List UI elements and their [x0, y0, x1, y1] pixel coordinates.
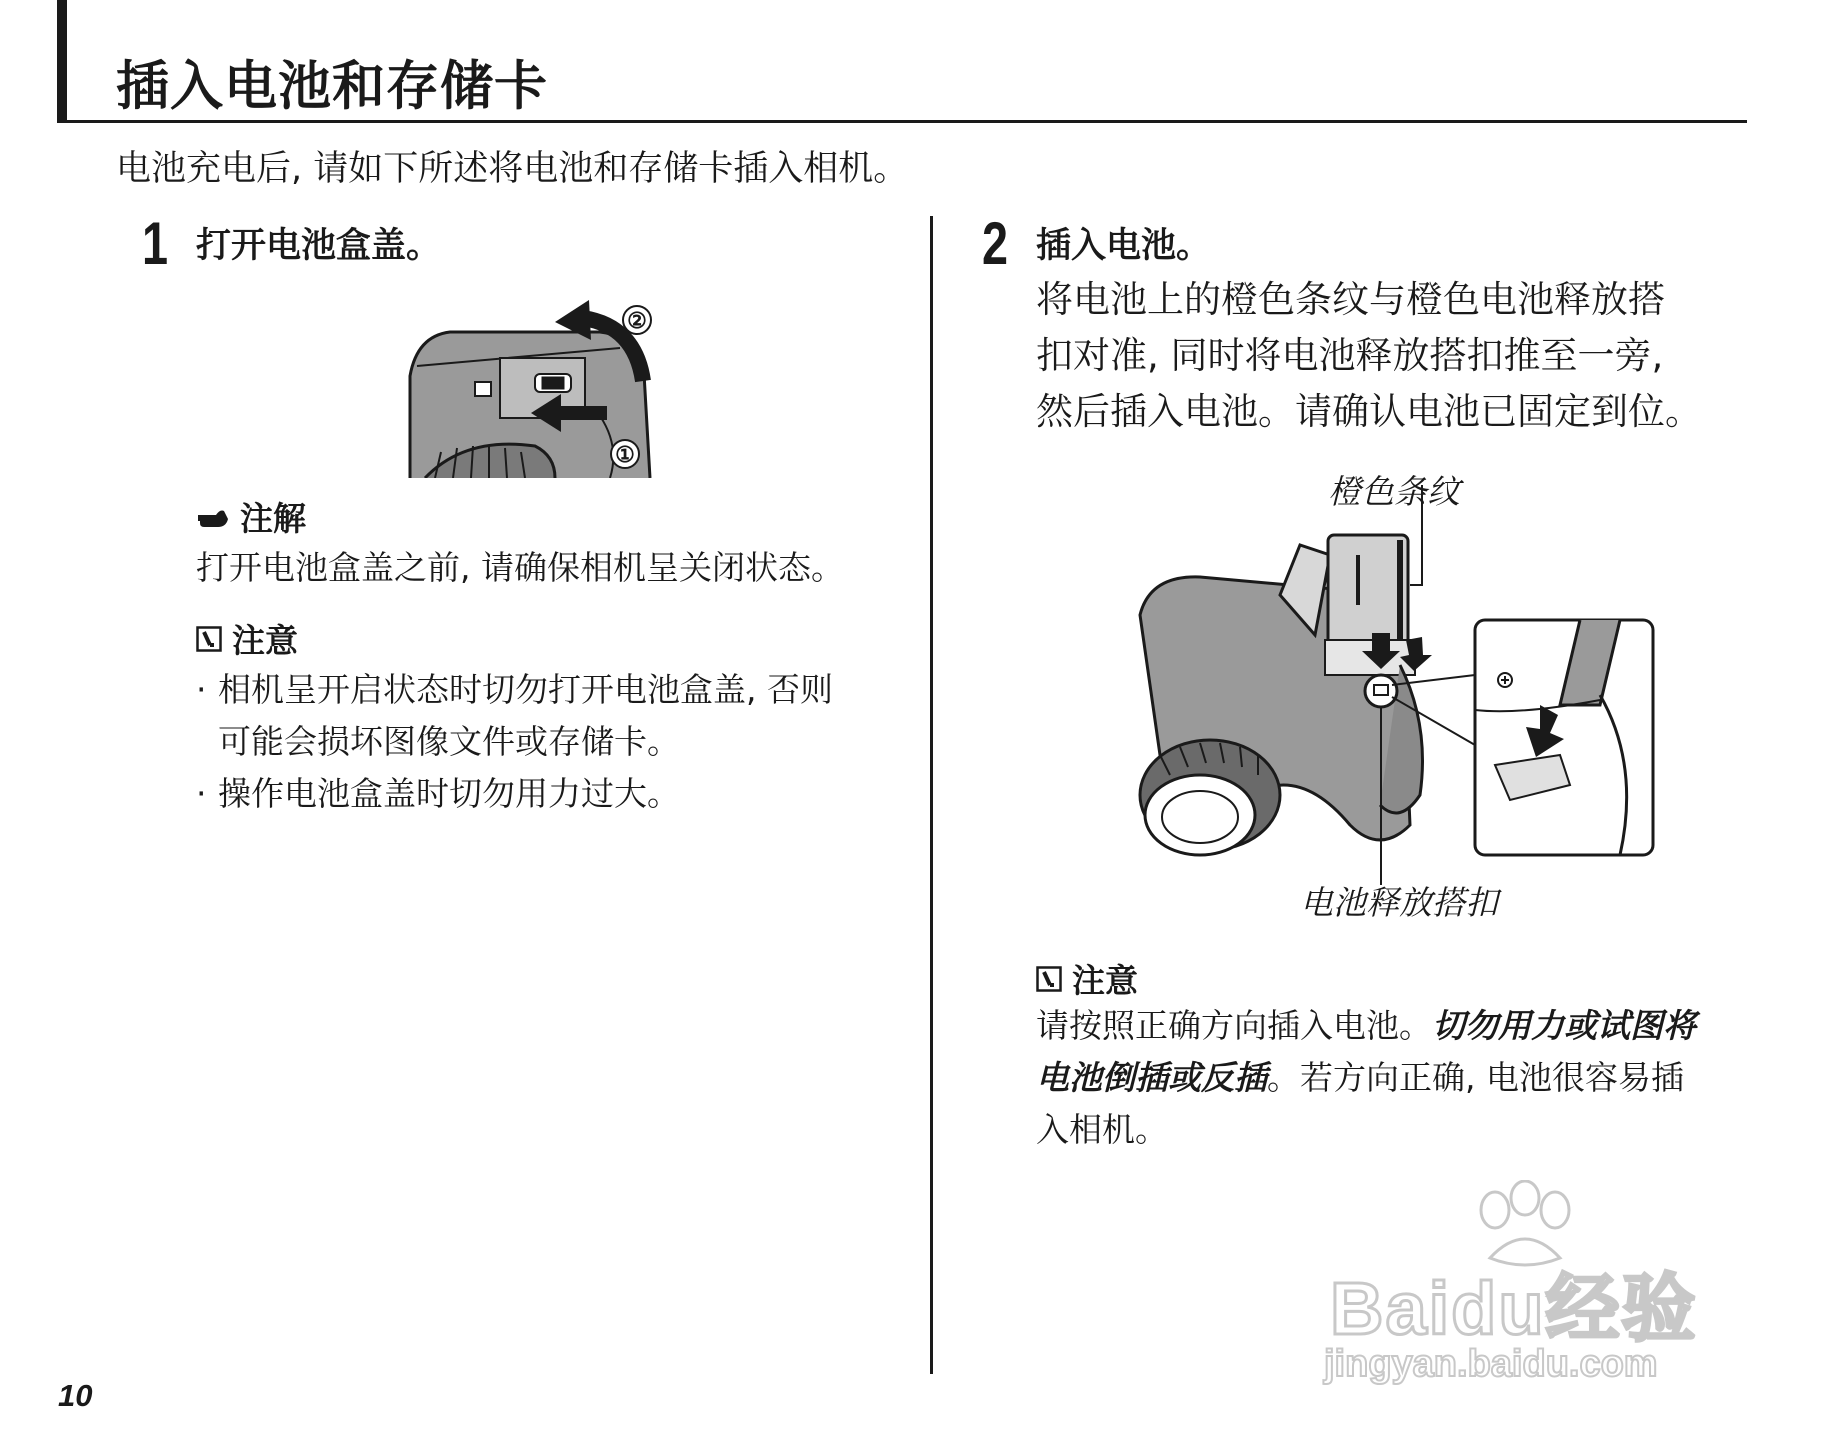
memo-text: 打开电池盒盖之前, 请确保相机呈关闭状态。: [196, 548, 844, 587]
memo-heading-label: 注解: [240, 499, 306, 538]
pointing-hand-icon: [196, 505, 230, 529]
page-title: 插入电池和存储卡: [116, 56, 548, 117]
caution-emphasis-text: 电池倒插或反插: [1036, 1058, 1267, 1097]
intro-text: 电池充电后, 请如下所述将电池和存储卡插入相机。: [116, 149, 909, 189]
caution-normal-text: 入相机。: [1036, 1110, 1168, 1149]
caution-text-2: [1036, 1000, 1756, 1156]
body-line: 然后插入电池。请确认电池已固定到位。: [1036, 390, 1702, 433]
page-number: 10: [58, 1378, 93, 1413]
caution-heading-1: [196, 615, 298, 662]
caution-emphasis-text: 切勿用力或试图将: [1432, 1006, 1696, 1045]
list-item: · 相机呈开启状态时切勿打开电池盒盖, 否则 可能会损坏图像文件或存储卡。: [196, 664, 916, 768]
title-rule: [57, 120, 1747, 123]
battery-latch-label: 电池释放搭扣: [1300, 883, 1498, 922]
body-line: 将电池上的橙色条纹与橙色电池释放搭: [1036, 278, 1665, 321]
step-2-title: 插入电池。: [1036, 226, 1212, 266]
watermark-url: jingyan.baidu.com: [1324, 1343, 1658, 1385]
list-item-line: 操作电池盒盖时切勿用力过大。: [218, 774, 680, 813]
baidu-watermark: [1310, 1180, 1780, 1400]
list-item-line: 相机呈开启状态时切勿打开电池盒盖, 否则: [218, 670, 833, 709]
svg-text:②: ②: [627, 308, 647, 333]
step-1-title: 打开电池盒盖。: [196, 226, 442, 266]
step-1-number: 1: [142, 210, 169, 277]
caution-normal-text: 请按照正确方向插入电池。: [1036, 1006, 1432, 1045]
list-item-line: 可能会损坏图像文件或存储卡。: [218, 722, 680, 761]
step-2-body: [1036, 272, 1756, 440]
caution-heading-2: [1036, 955, 1138, 1002]
open-battery-cover-illustration: [405, 296, 705, 478]
orange-stripe-label: 橙色条纹: [1328, 472, 1460, 511]
step-2-number: 2: [982, 210, 1009, 277]
caution-normal-text: 。若方向正确, 电池很容易插: [1267, 1058, 1684, 1097]
caution-icon: [1036, 966, 1062, 992]
caution-heading-label: 注意: [232, 621, 298, 660]
memo-heading: [196, 493, 306, 540]
list-item: · 操作电池盒盖时切勿用力过大。: [196, 768, 916, 820]
title-bar-accent: [57, 0, 67, 123]
caution-icon: [196, 626, 222, 652]
insert-battery-illustration: [1100, 465, 1660, 885]
svg-text:①: ①: [615, 442, 635, 467]
column-divider: [930, 216, 933, 1374]
watermark-logo: Baidu经验: [1330, 1267, 1698, 1350]
caution-heading-label: 注意: [1072, 961, 1138, 1000]
caution-list-1: [196, 664, 916, 820]
body-line: 扣对准, 同时将电池释放搭扣推至一旁,: [1036, 334, 1664, 377]
